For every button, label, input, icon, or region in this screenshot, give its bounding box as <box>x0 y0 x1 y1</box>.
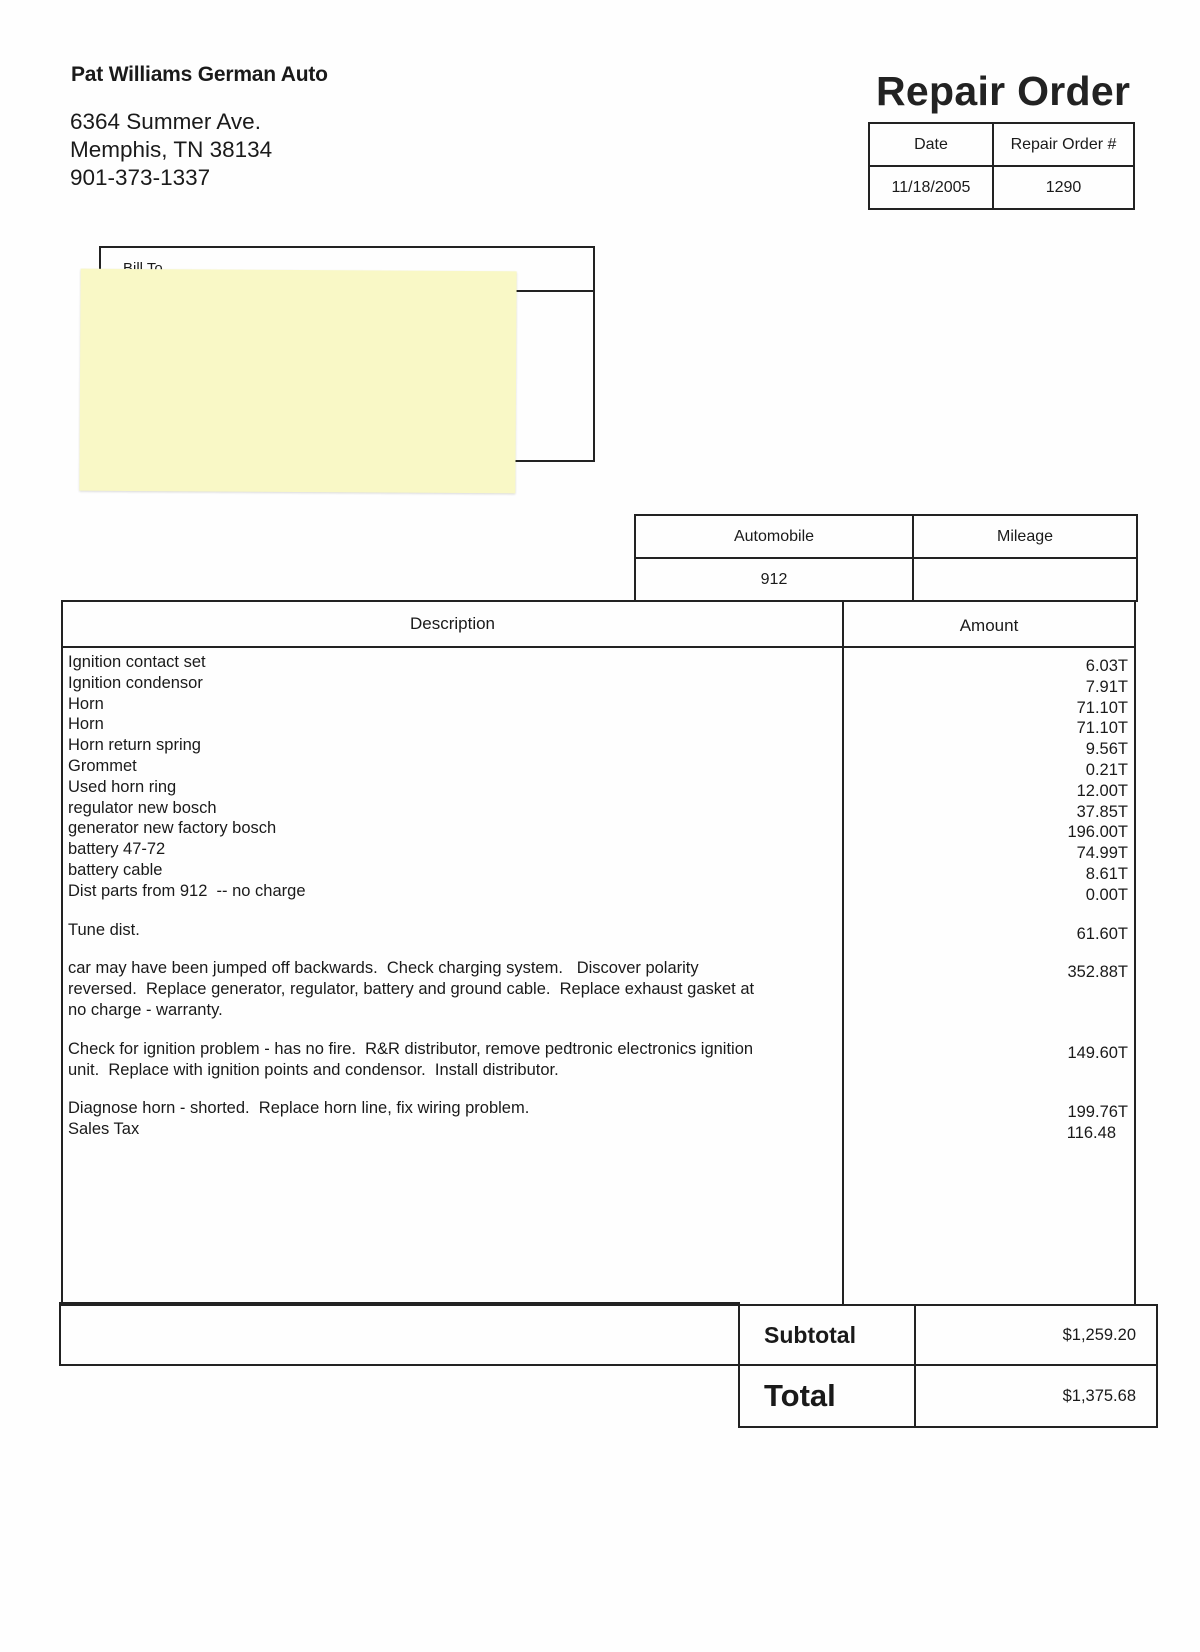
address-line-2: Memphis, TN 38134 <box>70 137 273 162</box>
line-item-description: Diagnose horn - shorted. Replace horn line, fix wiring problem. <box>68 1099 530 1118</box>
line-item-amount: 71.10T <box>1076 719 1128 738</box>
document-title: Repair Order <box>876 68 1131 114</box>
line-item-description: Grommet <box>68 756 137 775</box>
line-items-table <box>61 600 1136 1306</box>
address-line-1: 6364 Summer Ave. <box>70 109 261 134</box>
line-item-description: battery 47-72 <box>68 840 166 859</box>
line-item-description: Dist parts from 912 -- no charge <box>68 881 306 900</box>
line-item-description: Tune dist. <box>68 920 140 939</box>
company-name: Pat Williams German Auto <box>71 63 328 86</box>
mileage-label: Mileage <box>913 515 1137 558</box>
line-item-amount: 9.56T <box>1085 740 1128 759</box>
sticky-note-redaction <box>79 269 516 494</box>
line-item-amount: 199.76T <box>1067 1103 1128 1122</box>
line-item-amount: 71.10T <box>1076 698 1128 717</box>
line-item-amount: 8.61T <box>1085 864 1128 883</box>
vehicle-table <box>634 514 1138 602</box>
description-column <box>68 652 838 1140</box>
line-item-description: generator new factory bosch <box>68 819 277 838</box>
subtotal-value: $1,259.20 <box>915 1305 1157 1365</box>
line-item-amount: 116.48 <box>1066 1124 1116 1143</box>
line-item-description: Check for ignition problem - has no fire. R&R distributor, remove pedtronic electronics ignition unit. Replace with ignition points and condensor. Install distributor. <box>68 1039 754 1079</box>
line-item-amount: 61.60T <box>1076 924 1128 943</box>
line-item-description: Horn <box>68 715 104 734</box>
line-item-amount: 12.00T <box>1076 781 1128 800</box>
mileage-value <box>913 558 1137 601</box>
line-item-amount: 352.88T <box>1067 963 1128 982</box>
date-value: 11/18/2005 <box>869 166 993 209</box>
header-divider <box>63 646 1134 648</box>
line-item-description: Horn <box>68 694 104 713</box>
line-item-description: Ignition condensor <box>68 673 203 692</box>
totals-table <box>738 1304 1158 1428</box>
automobile-value: 912 <box>635 558 913 601</box>
order-info-table <box>868 122 1135 210</box>
line-item-description: Horn return spring <box>68 736 201 755</box>
line-item-description: battery cable <box>68 860 163 879</box>
line-item-description: Ignition contact set <box>68 653 206 671</box>
line-item-description: regulator new bosch <box>68 798 217 817</box>
order-number-value: 1290 <box>993 166 1134 209</box>
line-item-amount: 37.85T <box>1076 802 1128 821</box>
total-value: $1,375.68 <box>915 1365 1157 1427</box>
line-item-description: Used horn ring <box>68 777 177 796</box>
description-header: Description <box>409 614 496 633</box>
company-phone: 901-373-1337 <box>70 165 211 190</box>
line-item-description: Sales Tax <box>68 1120 140 1139</box>
company-address <box>70 108 272 192</box>
amount-header: Amount <box>959 616 1019 635</box>
order-number-label: Repair Order # <box>993 123 1134 166</box>
total-label: Total <box>739 1365 915 1427</box>
line-item-description: car may have been jumped off backwards. Check charging system. Discover polarity reversed. Replace generator, regulator, battery and ground cable. Replace exhaust gasket at no charge - warranty. <box>68 959 755 1019</box>
amount-column <box>844 656 1128 1144</box>
line-item-amount: 0.21T <box>1085 760 1128 779</box>
line-item-amount: 6.03T <box>1085 657 1128 675</box>
footer-blank-box <box>59 1302 740 1366</box>
line-item-amount: 7.91T <box>1085 677 1128 696</box>
subtotal-label: Subtotal <box>739 1305 915 1365</box>
line-item-amount: 149.60T <box>1067 1043 1128 1062</box>
line-item-amount: 0.00T <box>1085 885 1128 904</box>
line-item-amount: 196.00T <box>1067 823 1128 842</box>
line-item-amount: 74.99T <box>1076 844 1128 863</box>
date-label: Date <box>869 123 993 166</box>
automobile-label: Automobile <box>635 515 913 558</box>
